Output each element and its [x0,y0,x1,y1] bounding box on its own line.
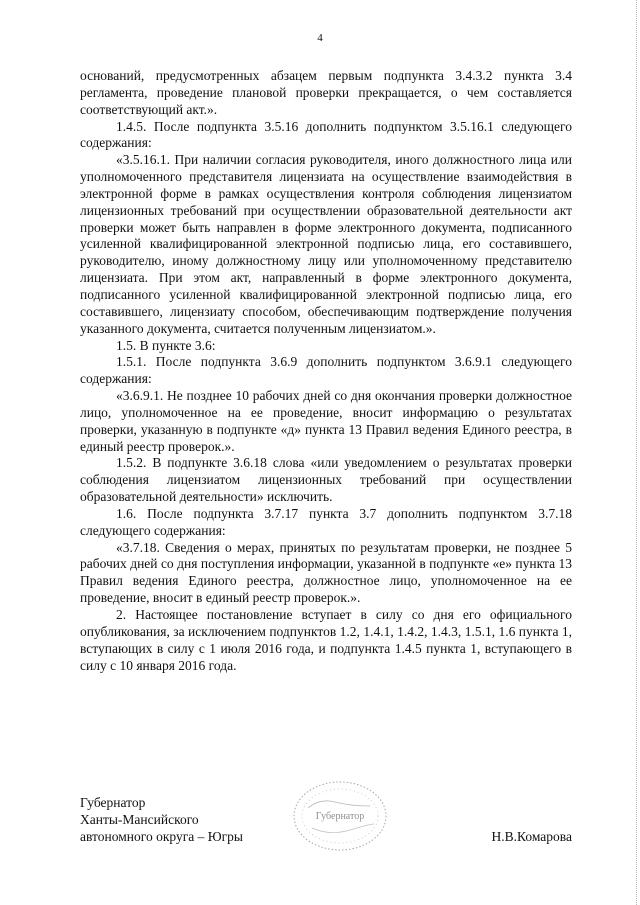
official-seal [290,778,390,854]
paragraph: оснований, предусмотренных абзацем первым подпункта 3.4.3.2 пункта 3.4 регламента, проведение плановой проверки прекращается, о чем составляется соответствующий акт.». [80,68,572,117]
paragraph: 1.5.2. В подпункте 3.6.18 слова «или уведомлением о результатах проверки соблюдения лицензиатом лицензионных требований при осуществлении образовательной деятельности» исключить. [80,455,572,505]
signatory-name: Н.В.Комарова [491,828,572,844]
page-number: 4 [317,32,323,44]
signatory-title-line: Губернатор [80,795,146,810]
signatory-title [80,795,320,846]
paragraph: «3.7.18. Сведения о мерах, принятых по результатам проверки, не позднее 5 рабочих дней со дня поступления информации, указанной в подпункте «е» пункта 13 Правил ведения Единого реестра, должностное лицо, уполномоченное на ее проведение, вносит в единый реестр проверок.». [80,539,572,606]
paragraph: 1.6. После подпункта 3.7.17 пункта 3.7 дополнить подпунктом 3.7.18 следующего содержания: [80,505,572,538]
paragraph: 1.5.1. После подпункта 3.6.9 дополнить подпунктом 3.6.9.1 следующего содержания: [80,354,572,387]
document-body [80,68,572,674]
paragraph: «3.6.9.1. Не позднее 10 рабочих дней со дня окончания проверки должностное лицо, уполномоченное на ее проведение, вносит информацию о результатах проверки, указанную в подпункте «д» пункта 13 Правил ведения Единого реестра, в единый реестр проверок.». [80,388,572,454]
paragraph: 1.5. В пункте 3.6: [116,337,216,353]
paragraph: 1.4.5. После подпункта 3.5.16 дополнить подпунктом 3.5.16.1 следующего содержания: [80,118,572,151]
seal-text: Губернатор [315,811,365,822]
paragraph: «3.5.16.1. При наличии согласия руководителя, иного должностного лица или уполномоченного представителя лицензиата на осуществление взаимодействия в электронной форме в рамках осуществления контроля соблюдения лицензиатом лицензионных требований при осуществлении образовательной деятельности акт проверки может быть направлен в форме электронного документа, подписанного усиленной квалифицированной электронной подписью лица, его составившего, руководителю, иному должностному лицу или уполномоченному представителю лицензиата. При этом акт, направленный в форме электронного документа, подписанного усиленной квалифицированной электронной подписью лица, его составившего, лицензиату способом, обеспечивающим подтверждение получения указанного документа, считается полученным лицензиатом.». [80,152,572,336]
scan-edge-line [636,0,637,905]
signatory-title-line: Ханты-Мансийского [80,811,199,827]
signatory-title-line: автономного округа – Югры [80,828,243,844]
paragraph: 2. Настоящее постановление вступает в силу со дня его официального опубликования, за исключением подпунктов 1.2, 1.4.1, 1.4.2, 1.4.3, 1.5.1, 1.6 пункта 1, вступающих в силу с 1 июля 2016 года, и подпункта 1.4.5 пункта 1, вступающего в силу с 10 января 2016 года. [80,607,572,673]
